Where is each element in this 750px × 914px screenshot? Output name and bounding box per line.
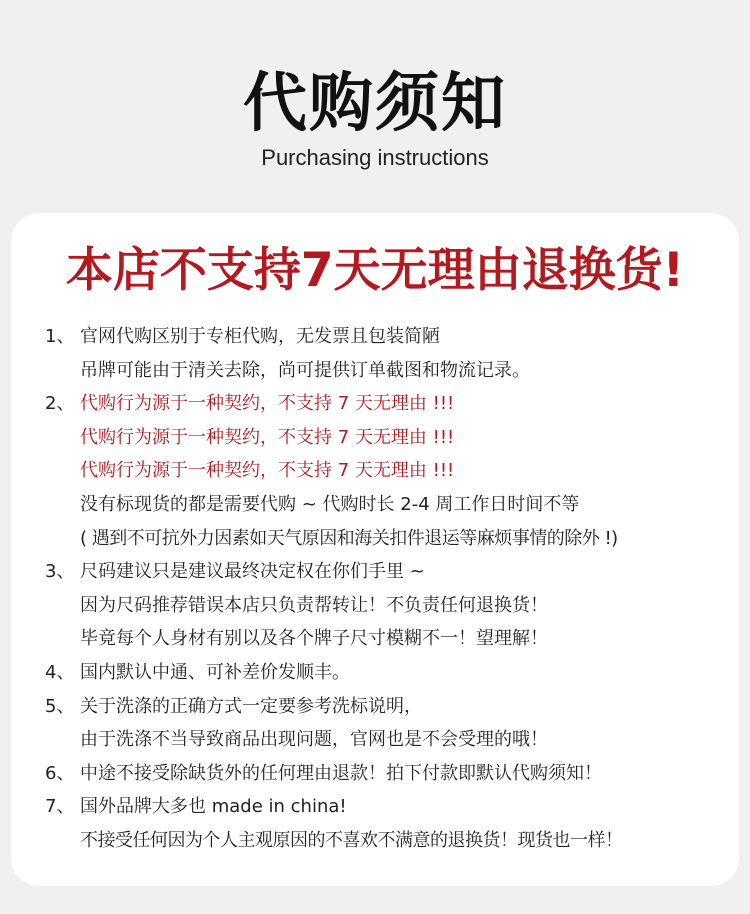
item-text: 国外品牌大多也 made in china! [80,796,347,818]
notice-list [45,320,735,858]
list-item-7-line-1 [45,790,735,824]
item-text: 关于洗涤的正确方式一定要参考洗标说明， [80,695,422,717]
page-header [0,66,750,172]
list-item-3-line-1 [45,555,735,589]
list-item-5-line-1 [45,690,735,724]
item-number: 5、 [45,695,75,717]
item-number: 4、 [45,661,75,683]
item-number: 2、 [45,393,75,415]
list-item-2-line-1 [45,387,735,421]
list-item-5-line-2: 由于洗涤不当导致商品出现问题，官网也是不会受理的哦！ [80,729,548,751]
list-item-6-line-1 [45,757,735,791]
page-title: 代购须知 [243,67,507,141]
list-item-7-line-2: 不接受任何因为个人主观原因的不喜欢不满意的退换货！现货也一样！ [80,829,623,851]
page-subtitle: Purchasing instructions [261,145,489,170]
item-text: 尺码建议只是建议最终决定权在你们手里 ~ [80,561,425,583]
list-item-2-line-2: 代购行为源于一种契约，不支持 7 天无理由 !!! [80,426,455,448]
notice-card [11,213,739,886]
item-number: 1、 [45,326,75,347]
item-text-warning: 代购行为源于一种契约，不支持 7 天无理由 !!! [80,393,455,415]
item-text: 中途不接受除缺货外的任何理由退款！拍下付款即默认代购须知！ [80,762,602,784]
item-text: 国内默认中通、可补差价发顺丰。 [80,661,350,683]
item-number: 6、 [45,762,75,784]
item-number: 3、 [45,561,75,583]
list-item-1-line-2: 吊牌可能由于清关去除，尚可提供订单截图和物流记录。 [80,359,530,381]
item-number: 7、 [45,796,75,818]
list-item-2-line-3: 代购行为源于一种契约，不支持 7 天无理由 !!! [80,460,455,482]
list-item-2-line-4: 没有标现货的都是需要代购 ~ 代购时长 2-4 周工作日时间不等 [80,493,580,515]
list-item-2-line-5: ( 遇到不可抗外力因素如天气原因和海关扣件退运等麻烦事情的除外 !) [80,527,618,549]
list-item-3-line-2: 因为尺码推荐错误本店只负责帮转让！不负责任何退换货！ [80,594,548,616]
no-return-headline: 本店不支持7天无理由退换货! [65,243,685,298]
item-text: 官网代购区别于专柜代购，无发票且包装简陋 [80,326,440,347]
list-item-4-line-1 [45,656,735,690]
list-item-3-line-3: 毕竟每个人身材有别以及各个牌子尺寸模糊不一！望理解！ [80,628,548,650]
list-item-1-line-1 [45,320,735,354]
